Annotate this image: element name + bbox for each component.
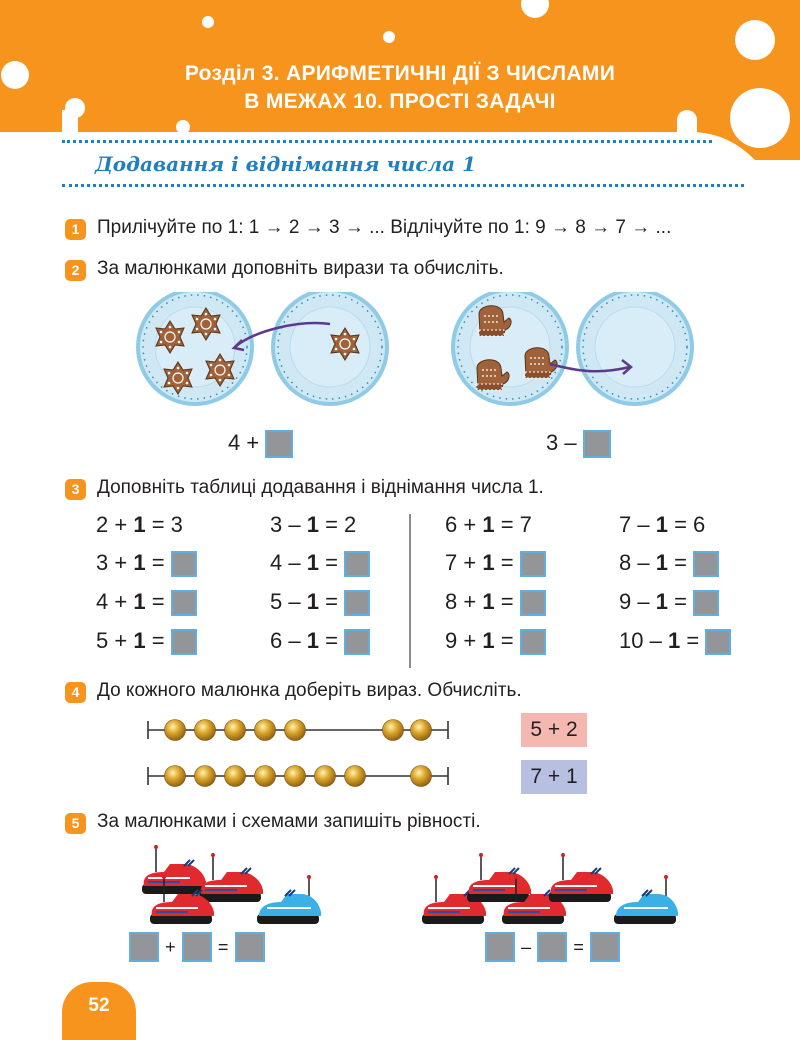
table-row: 9 – 1 = (619, 587, 719, 617)
bottom-dotted-divider (62, 184, 744, 187)
answer-box[interactable] (235, 932, 265, 962)
task-number-1: 1 (65, 219, 86, 240)
task-2-expr1-text: 4 + (228, 430, 260, 455)
answer-box[interactable] (171, 590, 197, 616)
table-row: 8 – 1 = (619, 548, 719, 578)
table-row: 7 + 1 = (445, 548, 546, 578)
answer-box[interactable] (693, 551, 719, 577)
table-row: 4 – 1 = (270, 548, 370, 578)
task-3-text: Доповніть таблиці додавання і віднімання числа 1. (97, 477, 544, 498)
task-2-expression-1 (228, 428, 293, 458)
answer-box[interactable] (344, 629, 370, 655)
expression-card-1-text: 5 + 2 (530, 718, 578, 741)
answer-box[interactable] (171, 551, 197, 577)
table-row: 2 + 1 = 3 (96, 512, 183, 537)
task-4-text: До кожного малюнка доберіть вираз. Обчисліть. (97, 680, 522, 701)
chapter-title-line2: В МЕЖАХ 10. ПРОСТІ ЗАДАЧІ (244, 90, 556, 113)
bumper-cars-illustration (125, 842, 695, 932)
plates-cookies-illustration (130, 292, 700, 417)
answer-box[interactable] (693, 590, 719, 616)
answer-box[interactable] (520, 629, 546, 655)
table-row: 7 – 1 = 6 (619, 512, 706, 537)
task-5-text: За малюнками і схемами запишіть рівності. (97, 811, 481, 832)
task-number-3: 3 (65, 479, 86, 500)
task-number-5: 5 (65, 813, 86, 834)
answer-box[interactable] (705, 629, 731, 655)
answer-box[interactable] (344, 551, 370, 577)
task-number-2: 2 (65, 260, 86, 281)
task-2-text: За малюнками доповніть вирази та обчисліть. (97, 258, 504, 279)
answer-box[interactable] (537, 932, 567, 962)
top-dotted-divider (62, 140, 712, 143)
table-row: 9 + 1 = (445, 626, 546, 656)
table-row: 6 – 1 = (270, 626, 370, 656)
table-row: 5 – 1 = (270, 587, 370, 617)
answer-box[interactable] (344, 590, 370, 616)
answer-box[interactable] (485, 932, 515, 962)
bead-strings-illustration (145, 712, 455, 792)
answer-box[interactable] (583, 430, 611, 458)
table-row: 3 – 1 = 2 (270, 512, 357, 537)
table-row: 5 + 1 = (96, 626, 197, 656)
expression-card-2[interactable] (521, 760, 587, 794)
table-row: 6 + 1 = 7 (445, 512, 532, 537)
answer-box[interactable] (182, 932, 212, 962)
expression-card-2-text: 7 + 1 (530, 765, 578, 788)
task-number-4: 4 (65, 682, 86, 703)
table-row: 3 + 1 = (96, 548, 197, 578)
chapter-title-line1: Розділ 3. АРИФМЕТИЧНІ ДІЇ З ЧИСЛАМИ (184, 62, 616, 85)
task-2-expression-2 (546, 428, 611, 458)
expression-card-1[interactable] (521, 713, 587, 747)
table-row: 4 + 1 = (96, 587, 197, 617)
table-divider (409, 514, 411, 668)
answer-box[interactable] (265, 430, 293, 458)
answer-box[interactable] (129, 932, 159, 962)
page-number: 52 (62, 982, 136, 1040)
answer-box[interactable] (520, 590, 546, 616)
task-1-text: Прилічуйте по 1: 1 → 2 → 3 → ... Відлічуйте по 1: 9 → 8 → 7 → ... (97, 217, 672, 238)
task-5-equation-2: – = (485, 931, 620, 962)
answer-box[interactable] (171, 629, 197, 655)
task-2-expr2-text: 3 – (546, 430, 577, 455)
table-row: 10 – 1 = (619, 626, 731, 656)
task-5-equation-1: + = (129, 931, 265, 962)
table-row: 8 + 1 = (445, 587, 546, 617)
answer-box[interactable] (590, 932, 620, 962)
answer-box[interactable] (520, 551, 546, 577)
section-title: Додавання і віднімання числа 1 (95, 152, 477, 176)
